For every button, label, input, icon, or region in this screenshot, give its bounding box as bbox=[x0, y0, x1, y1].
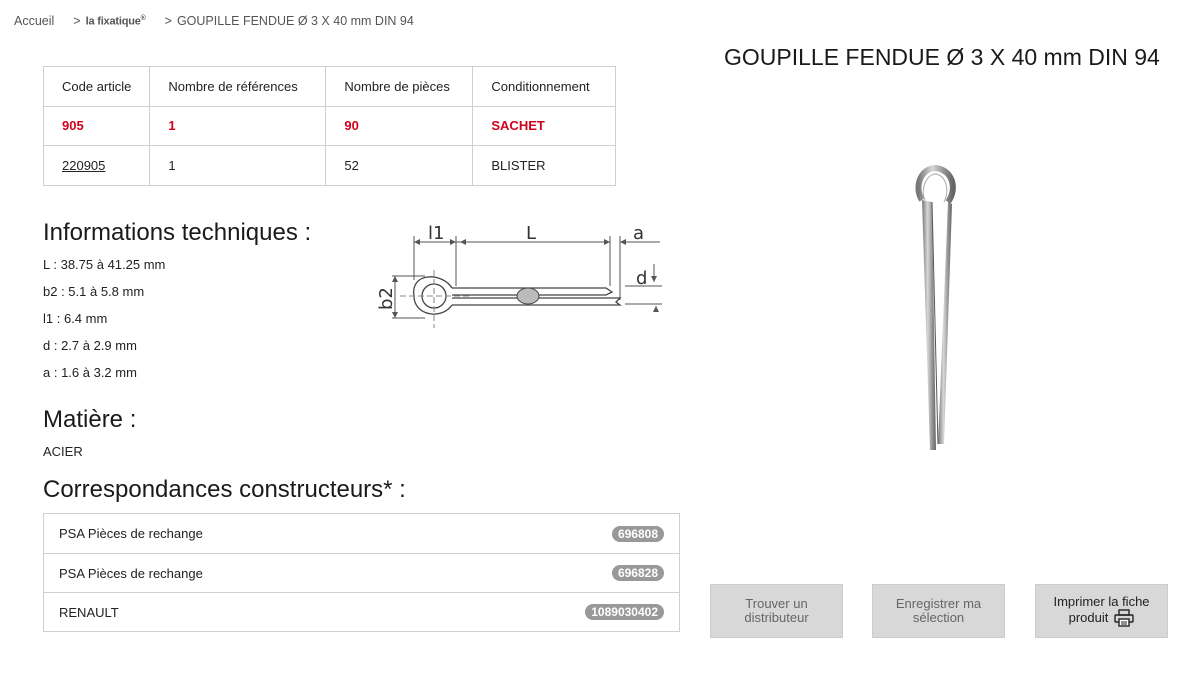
breadcrumb bbox=[14, 14, 414, 28]
brand-trademark: ® bbox=[140, 14, 146, 22]
pin-eye-inner bbox=[422, 284, 446, 308]
pin-section bbox=[517, 288, 539, 304]
table-header-row bbox=[44, 67, 616, 107]
print-label-line2-wrap bbox=[1069, 609, 1135, 627]
breadcrumb-separator: > bbox=[73, 14, 81, 28]
print-product-sheet-button[interactable] bbox=[1035, 584, 1168, 638]
list-item bbox=[44, 514, 679, 553]
spec-item: d : 2.7 à 2.9 mm bbox=[43, 338, 137, 353]
spec-item: b2 : 5.1 à 5.8 mm bbox=[43, 284, 145, 299]
save-selection-button[interactable] bbox=[872, 584, 1005, 638]
material-title: Matière : bbox=[43, 406, 137, 433]
print-label-line1: Imprimer la fiche bbox=[1053, 594, 1150, 609]
technical-diagram bbox=[370, 220, 670, 335]
maker-reference-badge: 1089030402 bbox=[585, 604, 664, 620]
maker-reference-badge: 696808 bbox=[612, 526, 664, 542]
maker-name: RENAULT bbox=[59, 604, 119, 620]
references-table bbox=[43, 66, 616, 186]
find-distributor-label: Trouver un distributeur bbox=[744, 596, 809, 625]
find-distributor-button[interactable] bbox=[710, 584, 843, 638]
table-row[interactable] bbox=[44, 106, 616, 146]
technical-info-title: Informations techniques : bbox=[43, 219, 312, 246]
product-image bbox=[900, 160, 970, 460]
maker-reference-badge: 696828 bbox=[612, 565, 664, 581]
cross-references-title: Correspondances constructeurs* : bbox=[43, 476, 406, 503]
cell-references: 1 bbox=[150, 146, 326, 186]
column-header-pieces: Nombre de pièces bbox=[326, 67, 473, 107]
maker-name: PSA Pièces de rechange bbox=[59, 526, 203, 541]
maker-name: PSA Pièces de rechange bbox=[59, 565, 203, 581]
cell-references: 1 bbox=[150, 106, 326, 146]
product-title: GOUPILLE FENDUE Ø 3 X 40 mm DIN 94 bbox=[724, 44, 1160, 70]
article-code-link[interactable]: 220905 bbox=[62, 157, 106, 173]
print-button-content bbox=[1053, 595, 1149, 627]
diagram-label-d: d bbox=[636, 268, 648, 289]
cell-code bbox=[44, 146, 150, 186]
save-selection-label: Enregistrer ma sélection bbox=[895, 596, 982, 625]
diagram-label-a: a bbox=[633, 223, 645, 244]
spec-item: L : 38.75 à 41.25 mm bbox=[43, 257, 166, 272]
printer-icon bbox=[1114, 609, 1134, 627]
table-row bbox=[44, 146, 616, 186]
cell-pieces: 90 bbox=[326, 106, 473, 146]
diagram-label-l1: l1 bbox=[428, 223, 445, 244]
breadcrumb-home-link[interactable]: Accueil bbox=[14, 14, 55, 28]
cell-code: 905 bbox=[44, 106, 150, 146]
list-item bbox=[44, 553, 679, 592]
spec-item: l1 : 6.4 mm bbox=[43, 311, 108, 326]
diagram-label-L: L bbox=[526, 223, 537, 244]
cell-packaging: BLISTER bbox=[473, 146, 616, 186]
breadcrumb-brand-link[interactable] bbox=[86, 15, 146, 28]
breadcrumb-separator: > bbox=[164, 14, 172, 28]
brand-name: la fixatique bbox=[85, 15, 141, 28]
list-item bbox=[44, 592, 679, 631]
material-value: ACIER bbox=[43, 444, 83, 459]
diagram-label-b2: b2 bbox=[376, 287, 397, 310]
cell-packaging: SACHET bbox=[473, 106, 616, 146]
print-label-line2: produit bbox=[1068, 610, 1109, 625]
column-header-code: Code article bbox=[44, 67, 150, 107]
technical-specs-list bbox=[43, 256, 165, 391]
cross-references-list bbox=[43, 513, 680, 632]
column-header-references: Nombre de références bbox=[150, 67, 326, 107]
cell-pieces: 52 bbox=[326, 146, 473, 186]
spec-item: a : 1.6 à 3.2 mm bbox=[43, 365, 137, 380]
breadcrumb-current: GOUPILLE FENDUE Ø 3 X 40 mm DIN 94 bbox=[176, 14, 414, 28]
column-header-packaging: Conditionnement bbox=[473, 67, 616, 107]
